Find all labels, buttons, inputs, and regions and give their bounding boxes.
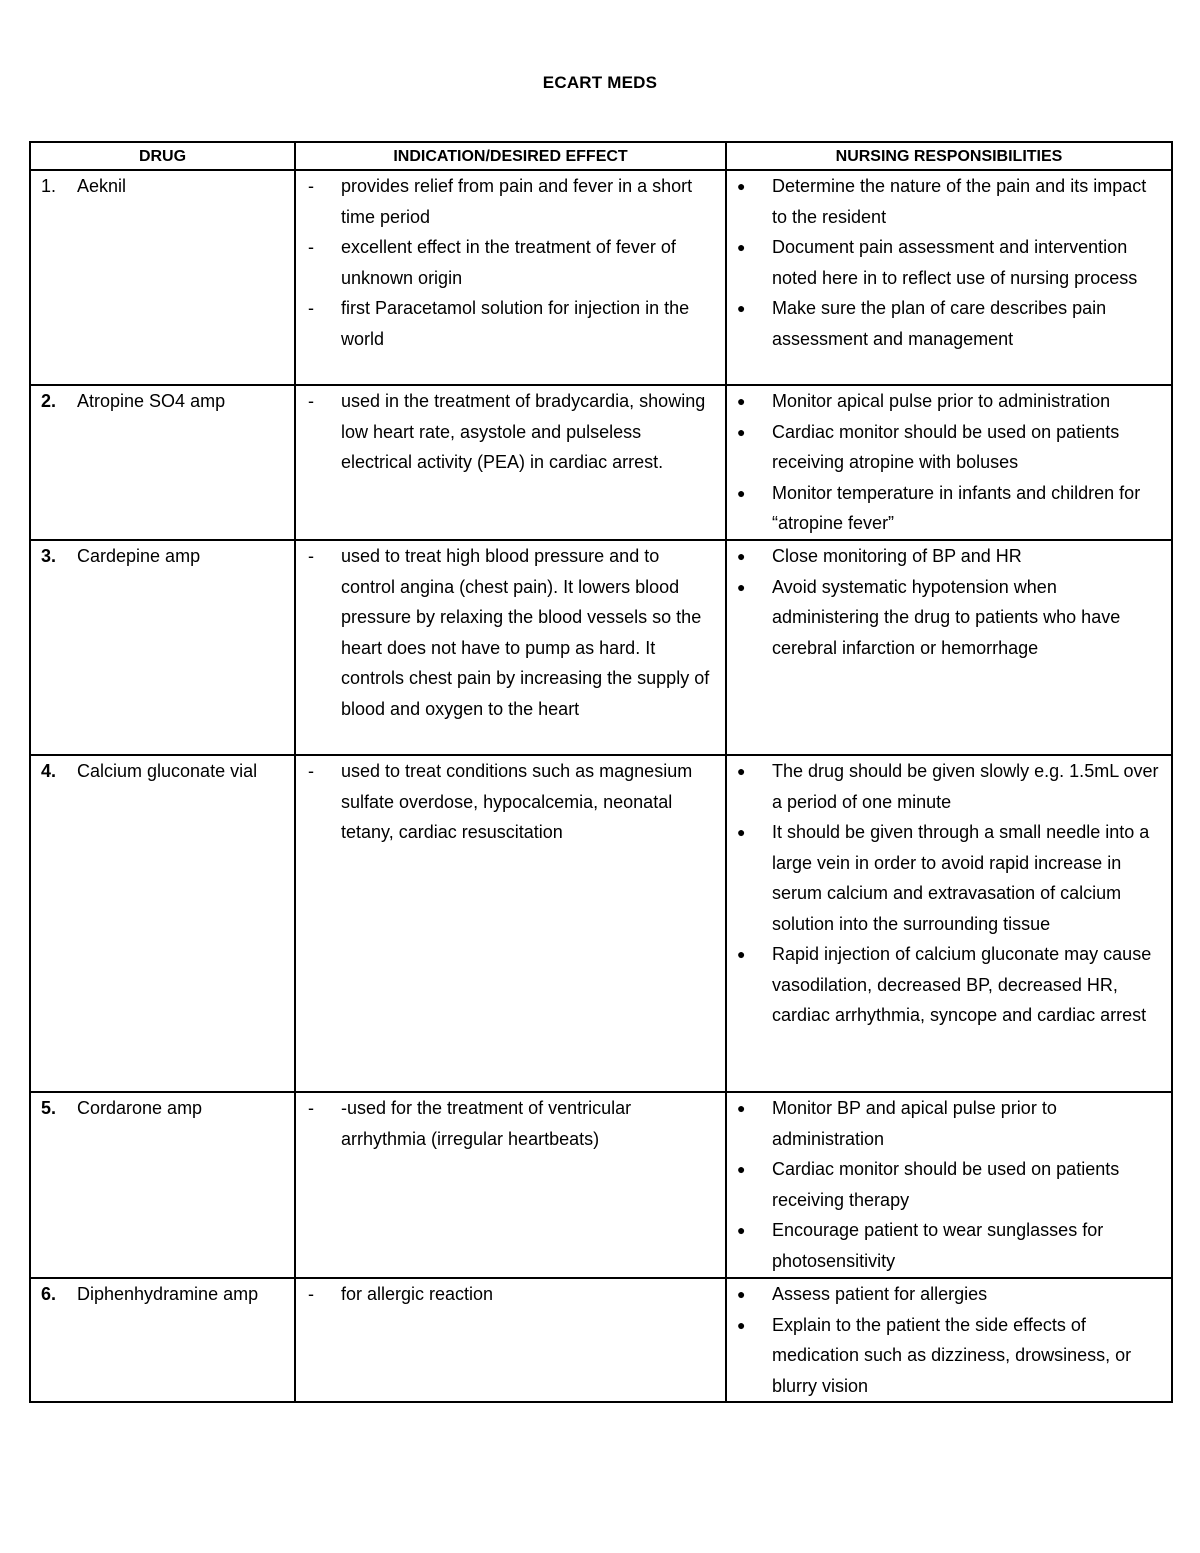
drug-number: 1. xyxy=(41,176,57,196)
responsibility-item: ● Cardiac monitor should be used on patients receiving atropine with boluses xyxy=(727,417,1165,478)
bullet-icon: ● xyxy=(737,548,746,564)
drug-name: Atropine SO4 amp xyxy=(77,391,226,411)
drug-number: 2. xyxy=(41,391,57,411)
bullet-icon: ● xyxy=(737,824,746,840)
drug-name: Cordarone amp xyxy=(77,1098,203,1118)
bullet-icon: ● xyxy=(737,1100,746,1116)
header-drug: DRUG xyxy=(30,142,295,170)
table-row xyxy=(30,755,1172,1092)
indication-item: - for allergic reaction xyxy=(308,1284,494,1304)
drug-name: Cardepine amp xyxy=(77,546,201,566)
responsibility-item: ● Close monitoring of BP and HR xyxy=(727,541,1165,572)
indication-cell xyxy=(295,1092,726,1278)
drug-name: Diphenhydramine amp xyxy=(77,1284,259,1304)
responsibilities-cell xyxy=(726,1092,1172,1278)
responsibility-item: ● Monitor apical pulse prior to administration xyxy=(727,386,1165,417)
bullet-icon: ● xyxy=(737,239,746,255)
bullet-icon: ● xyxy=(737,484,746,501)
responsibility-item: ● Make sure the plan of care describes pain assessment and management xyxy=(727,293,1165,354)
drug-cell xyxy=(30,1278,295,1402)
responsibility-item: ● Monitor temperature in infants and children for “atropine fever” xyxy=(727,478,1165,539)
responsibilities-cell xyxy=(726,540,1172,755)
responsibilities-cell xyxy=(726,170,1172,385)
responsibility-item: ● Explain to the patient the side effects of medication such as dizziness, drowsiness, or blurry vision xyxy=(727,1310,1165,1402)
indication-item: - used in the treatment of bradycardia, showing low heart rate, asystole and pulseless electrical activity (PEA) in cardiac arrest. xyxy=(308,391,706,472)
table-row xyxy=(30,1092,1172,1278)
responsibilities-cell xyxy=(726,755,1172,1092)
indication-item: - excellent effect in the treatment of fever of unknown origin xyxy=(308,237,676,288)
bullet-icon: ● xyxy=(737,1161,746,1177)
responsibility-item: ● The drug should be given slowly e.g. 1.5mL over a period of one minute xyxy=(727,756,1165,817)
drug-cell xyxy=(30,1092,295,1278)
responsibilities-cell xyxy=(726,1278,1172,1402)
indication-item: - first Paracetamol solution for injection in the world xyxy=(308,298,690,349)
responsibility-item: ● Assess patient for allergies xyxy=(727,1279,1165,1310)
table-row xyxy=(30,385,1172,540)
responsibility-item: ● Monitor BP and apical pulse prior to administration xyxy=(727,1093,1165,1154)
drug-number: 6. xyxy=(41,1284,57,1304)
indication-cell xyxy=(295,170,726,385)
indication-cell xyxy=(295,755,726,1092)
drug-name: Aeknil xyxy=(77,176,127,196)
responsibility-item: ● Encourage patient to wear sunglasses for photosensitivity xyxy=(727,1215,1165,1276)
bullet-icon: ● xyxy=(737,423,746,440)
indication-item: - provides relief from pain and fever in a short time period xyxy=(308,176,693,227)
responsibility-item: ● Cardiac monitor should be used on patients receiving therapy xyxy=(727,1154,1165,1215)
table-row xyxy=(30,1278,1172,1402)
indication-item: - -used for the treatment of ventricular arrhythmia (irregular heartbeats) xyxy=(308,1098,632,1149)
indication-cell xyxy=(295,1278,726,1402)
page-title: ECART MEDS xyxy=(542,73,658,92)
bullet-icon: ● xyxy=(737,300,746,316)
drug-number: 3. xyxy=(41,546,57,566)
bullet-icon: ● xyxy=(737,946,746,962)
header-nursing-responsibilities: NURSING RESPONSIBILITIES xyxy=(726,142,1172,170)
ecart-meds-table xyxy=(29,141,1173,1403)
drug-cell xyxy=(30,755,295,1092)
drug-cell xyxy=(30,385,295,540)
responsibility-item: ● Rapid injection of calcium gluconate may cause vasodilation, decreased BP, decreased HR, cardiac arrhythmia, syncope and cardiac arrest xyxy=(727,939,1165,1031)
bullet-icon: ● xyxy=(737,1286,746,1302)
bullet-icon: ● xyxy=(737,178,746,194)
table-row xyxy=(30,170,1172,385)
responsibility-item: ● Determine the nature of the pain and its impact to the resident xyxy=(727,171,1165,232)
table-row xyxy=(30,540,1172,755)
responsibility-item: ● Avoid systematic hypotension when administering the drug to patients who have cerebral infarction or hemorrhage xyxy=(727,572,1165,664)
indication-cell xyxy=(295,540,726,755)
indication-item: - used to treat high blood pressure and to control angina (chest pain). It lowers blood pressure by relaxing the blood vessels so the heart does not have to pump as hard. It controls chest pain by increasing the supply of blood and oxygen to the heart xyxy=(308,546,710,719)
drug-cell xyxy=(30,540,295,755)
bullet-icon: ● xyxy=(737,393,746,409)
indication-item: - used to treat conditions such as magnesium sulfate overdose, hypocalcemia, neonatal tetany, cardiac resuscitation xyxy=(308,761,693,842)
drug-name: Calcium gluconate vial xyxy=(77,761,258,781)
responsibility-item: ● Document pain assessment and intervention noted here in to reflect use of nursing process xyxy=(727,232,1165,293)
responsibility-item: ● It should be given through a small needle into a large vein in order to avoid rapid increase in serum calcium and extravasation of calcium solution into the surrounding tissue xyxy=(727,817,1165,939)
drug-number: 4. xyxy=(41,761,57,781)
bullet-icon: ● xyxy=(737,763,746,779)
table-header-row xyxy=(30,142,1172,170)
drug-cell xyxy=(30,170,295,385)
header-indication: INDICATION/DESIRED EFFECT xyxy=(295,142,726,170)
bullet-icon: ● xyxy=(737,578,746,595)
bullet-icon: ● xyxy=(737,1316,746,1333)
bullet-icon: ● xyxy=(737,1222,746,1238)
responsibilities-cell xyxy=(726,385,1172,540)
indication-cell xyxy=(295,385,726,540)
drug-number: 5. xyxy=(41,1098,57,1118)
